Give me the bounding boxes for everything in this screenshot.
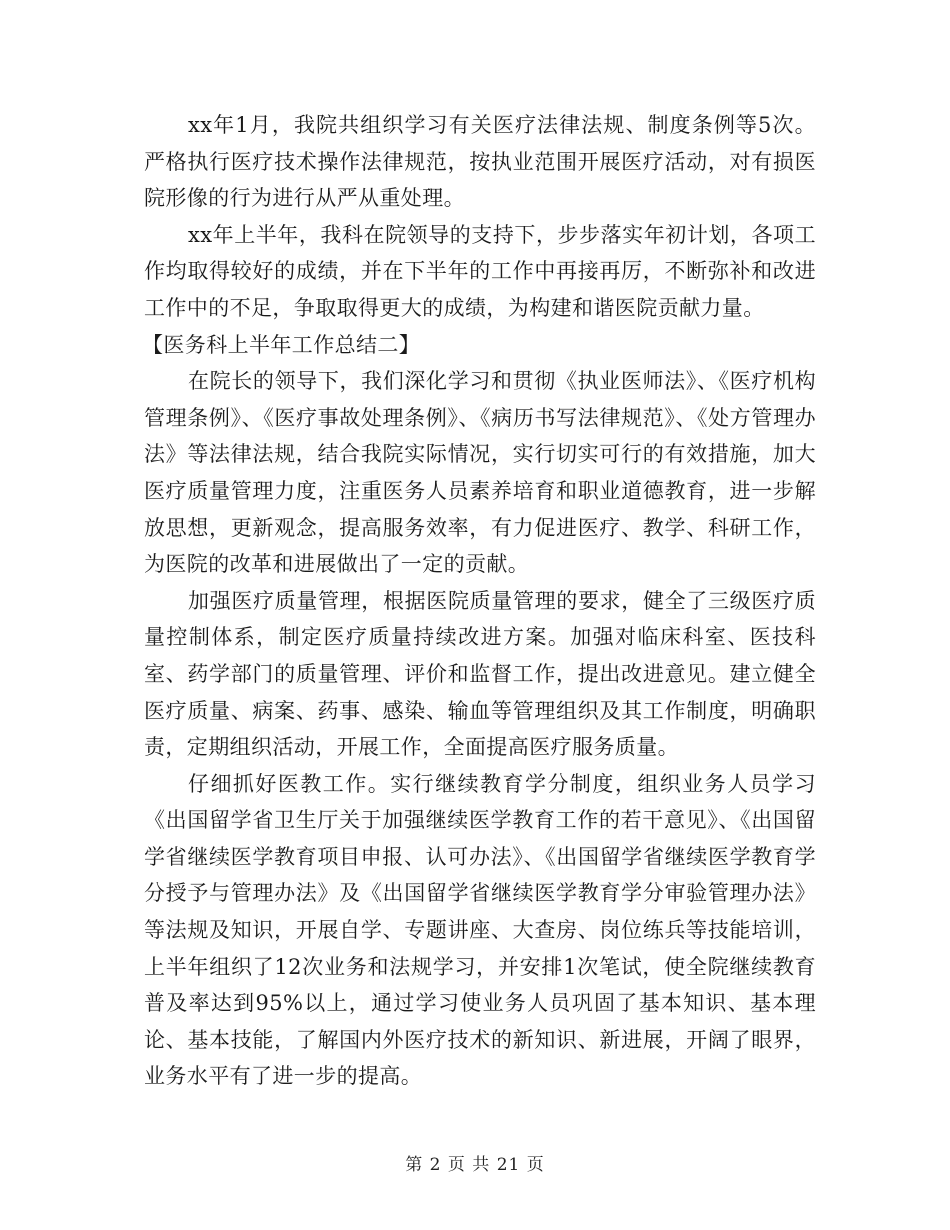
paragraph-medical-education: 仔细抓好医教工作。实行继续教育学分制度，组织业务人员学习《出国留学省卫生厅关于加强继续医学教育工作的若干意见》、《出国留学省继续医学教育项目申报、认可办法》、《出国留学省继续医学教育学分授予与管理办法》及《出国留学省继续医学教育学分审验管理办法》等法规及知识，开展自学、专题讲座、大查房、岗位练兵等技能培训，上半年组织了12次业务和法规学习，并安排1次笔试，使全院继续教育普及率达到95%以上，通过学习使业务人员巩固了基本知识、基本理论、基本技能，了解国内外医疗技术的新知识、新进展，开阔了眼界，业务水平有了进一步的提高。	[144, 771, 816, 1089]
section-heading: 【医务科上半年工作总结二】	[142, 332, 421, 357]
paragraph-law-study: 在院长的领导下，我们深化学习和贯彻《执业医师法》、《医疗机构管理条例》、《医疗事故处理条例》、《病历书写法律规范》、《处方管理办法》等法律法规，结合我院实际情况，实行切实可行的有效措施，加大医疗质量管理力度，注重医务人员素养培育和职业道德教育，进一步解放思想，更新观念，提高服务效率，有力促进医疗、教学、科研工作，为医院的改革和进展做出了一定的贡献。	[144, 369, 816, 577]
paragraph-study-summary: xx年1月，我院共组织学习有关医疗法律法规、制度条例等5次。严格执行医疗技术操作法律规范，按执业范围开展医疗活动，对有损医院形像的行为进行从严从重处理。	[144, 113, 816, 211]
paragraph-quality-management: 加强医疗质量管理，根据医院质量管理的要求，健全了三级医疗质量控制体系，制定医疗质量持续改进方案。加强对临床科室、医技科室、药学部门的质量管理、评价和监督工作，提出改进意见。建立健全医疗质量、病案、药事、感染、输血等管理组织及其工作制度，明确职责，定期组织活动，开展工作，全面提高医疗服务质量。	[144, 588, 816, 760]
paragraph-half-year-outlook: xx年上半年，我科在院领导的支持下，步步落实年初计划，各项工作均取得较好的成绩，并在下半年的工作中再接再厉，不断弥补和改进工作中的不足，争取取得更大的成绩，为构建和谐医院贡献力量。	[144, 222, 816, 320]
page-number-footer: 第 2 页 共 21 页	[405, 1155, 545, 1175]
document-body	[144, 107, 816, 1095]
